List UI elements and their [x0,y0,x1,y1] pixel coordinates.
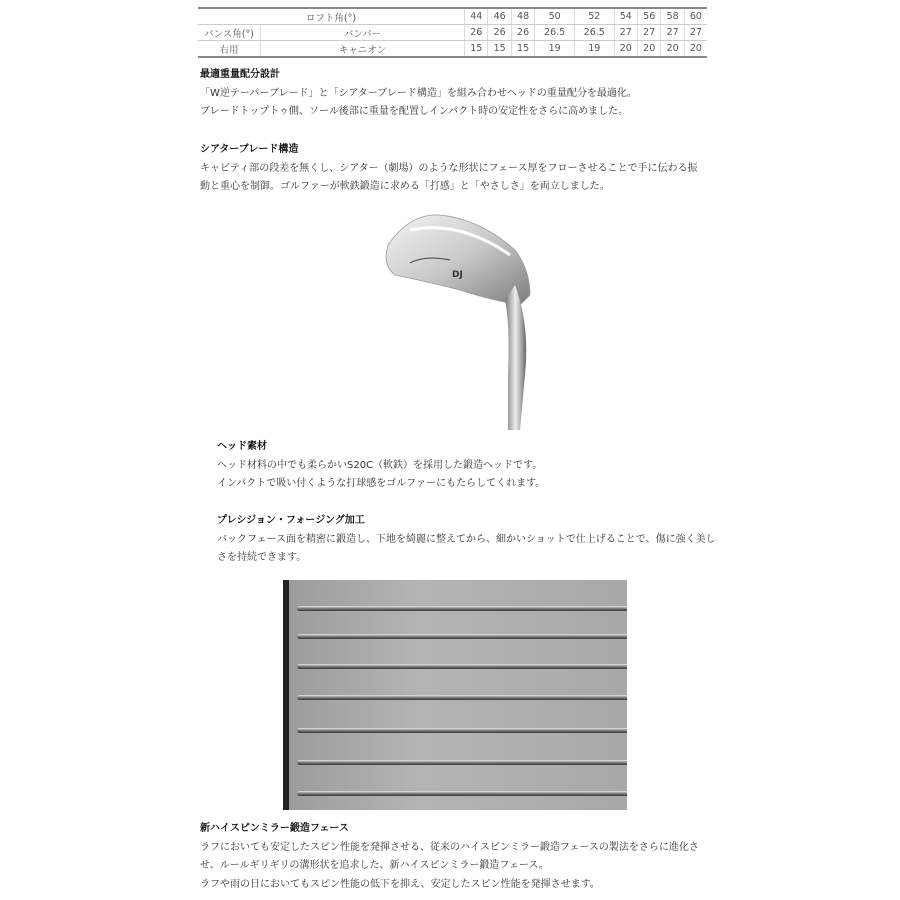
section-line: ラフや雨の日においてもスピン性能の低下を抑え、安定したスピン性能を発揮させます。 [200,878,600,890]
groove [297,695,627,700]
section-line: バックフェース面を精密に鍛造し、下地を綺麗に整えてから、細かいショットで仕上げることで、傷に強く美し [217,533,716,545]
loft-cell: 56 [638,8,661,25]
canyon-row [198,41,707,58]
section-title: 最適重量配分設計 [200,69,280,80]
club-logo: DJ [452,270,463,280]
canyon-cell: 20 [684,41,707,58]
section-line: 「W逆テーパーブレード」と「シアターブレード構造」を組み合わせヘッドの重量配分を最適化。 [200,87,637,99]
loft-cell: 60 [684,8,707,25]
canyon-cell: 20 [638,41,661,58]
canyon-label: キャニオン [261,41,465,58]
bumper-cell: 26 [465,25,488,41]
canyon-cell: 15 [465,41,488,58]
bumper-cell: 26.5 [535,25,575,41]
section-line: キャビティ部の段差を無くし、シアター（劇場）のような形状にフェース厚をフローさせることで手に伝わる振 [200,162,698,174]
groove [297,728,627,733]
bumper-cell: 26.5 [574,25,614,41]
bumper-cell: 27 [638,25,661,41]
section-title: シアターブレード構造 [200,144,299,155]
right-label: 右用 [198,41,261,58]
face-edge [283,580,289,810]
section-high-spin-face [200,820,699,894]
groove [297,634,627,639]
bumper-cell: 27 [684,25,707,41]
canyon-cell: 19 [535,41,575,58]
section-precision-forging [217,512,716,568]
bumper-cell: 26 [488,25,511,41]
bounce-label: バンス角(°) [198,25,261,41]
loft-cell: 44 [465,8,488,25]
section-line: ヘッド材料の中でも柔らかいS20C（軟鉄）を採用した鍛造ヘッドです。 [217,459,543,471]
section-title: ヘッド素材 [217,441,267,452]
section-line: ラフにおいても安定したスピン性能を発揮させる、従来のハイスピンミラー鍛造フェースの製法をさらに進化さ [200,841,699,853]
groove [297,791,627,796]
bumper-cell: 27 [661,25,684,41]
wedge-club-image [380,205,550,430]
section-line: インパクトで吸い付くような打球感をゴルファーにもたらしてくれます。 [217,478,546,489]
loft-cell: 58 [661,8,684,25]
groove [297,606,627,611]
bumper-row [198,25,707,41]
canyon-cell: 15 [488,41,511,58]
canyon-cell: 19 [574,41,614,58]
groove [297,664,627,669]
loft-cell: 52 [574,8,614,25]
section-title: 新ハイスピンミラー鍛造フェース [200,823,349,834]
section-theater-blade [200,141,698,197]
canyon-cell: 20 [661,41,684,58]
canyon-cell: 20 [614,41,637,58]
section-line: さを持続できます。 [217,552,307,563]
groove [297,760,627,765]
bumper-cell: 26 [511,25,534,41]
loft-cell: 54 [614,8,637,25]
spec-table [198,7,707,58]
section-line: ブレードトップトゥ側、ソール後部に重量を配置しインパクト時の安定性をさらに高めました。 [200,106,629,117]
face-grooves-image [283,580,627,810]
section-title: プレシジョン・フォージング加工 [217,515,365,526]
canyon-cell: 15 [511,41,534,58]
bumper-cell: 27 [614,25,637,41]
loft-cell: 50 [535,8,575,25]
section-head-material [217,438,545,494]
section-line: せ、ルールギリギリの溝形状を追求した、新ハイスピンミラー鍛造フェース。 [200,860,549,871]
loft-row [198,8,707,25]
bumper-label: バンパー [261,25,465,41]
section-weight-distribution [200,66,637,122]
loft-cell: 48 [511,8,534,25]
loft-cell: 46 [488,8,511,25]
section-line: 動と重心を制御。ゴルファーが軟鉄鍛造に求める「打感」と「やさしさ」を両立しました。 [200,181,610,192]
loft-label: ロフト角(°) [198,8,465,25]
